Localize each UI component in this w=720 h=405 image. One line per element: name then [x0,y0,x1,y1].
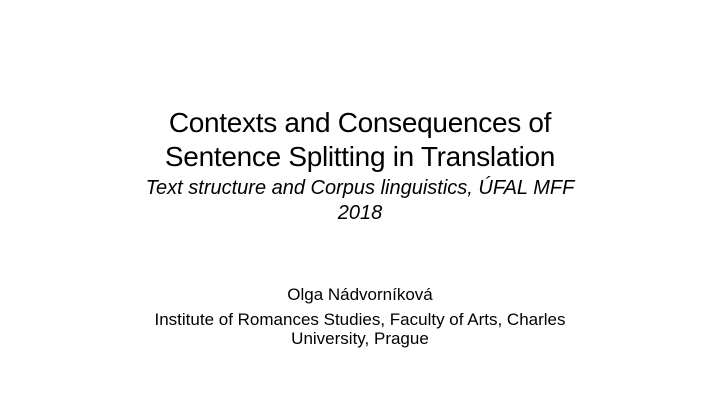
title-block [60,106,660,226]
slide-subtitle-line-1: Text structure and Corpus linguistics, ÚFAL MFF [145,177,575,199]
author-block [40,285,680,348]
slide-title-line-1: Contexts and Consequences of [168,107,552,138]
affiliation-line-2: University, Prague [291,329,429,348]
affiliation-line-1: Institute of Romances Studies, Faculty of Arts, Charles [154,310,566,329]
slide-subtitle-line-2: 2018 [337,202,383,224]
slide-title-line-2: Sentence Splitting in Translation [164,141,556,172]
author-name: Olga Nádvorníková [287,285,433,304]
